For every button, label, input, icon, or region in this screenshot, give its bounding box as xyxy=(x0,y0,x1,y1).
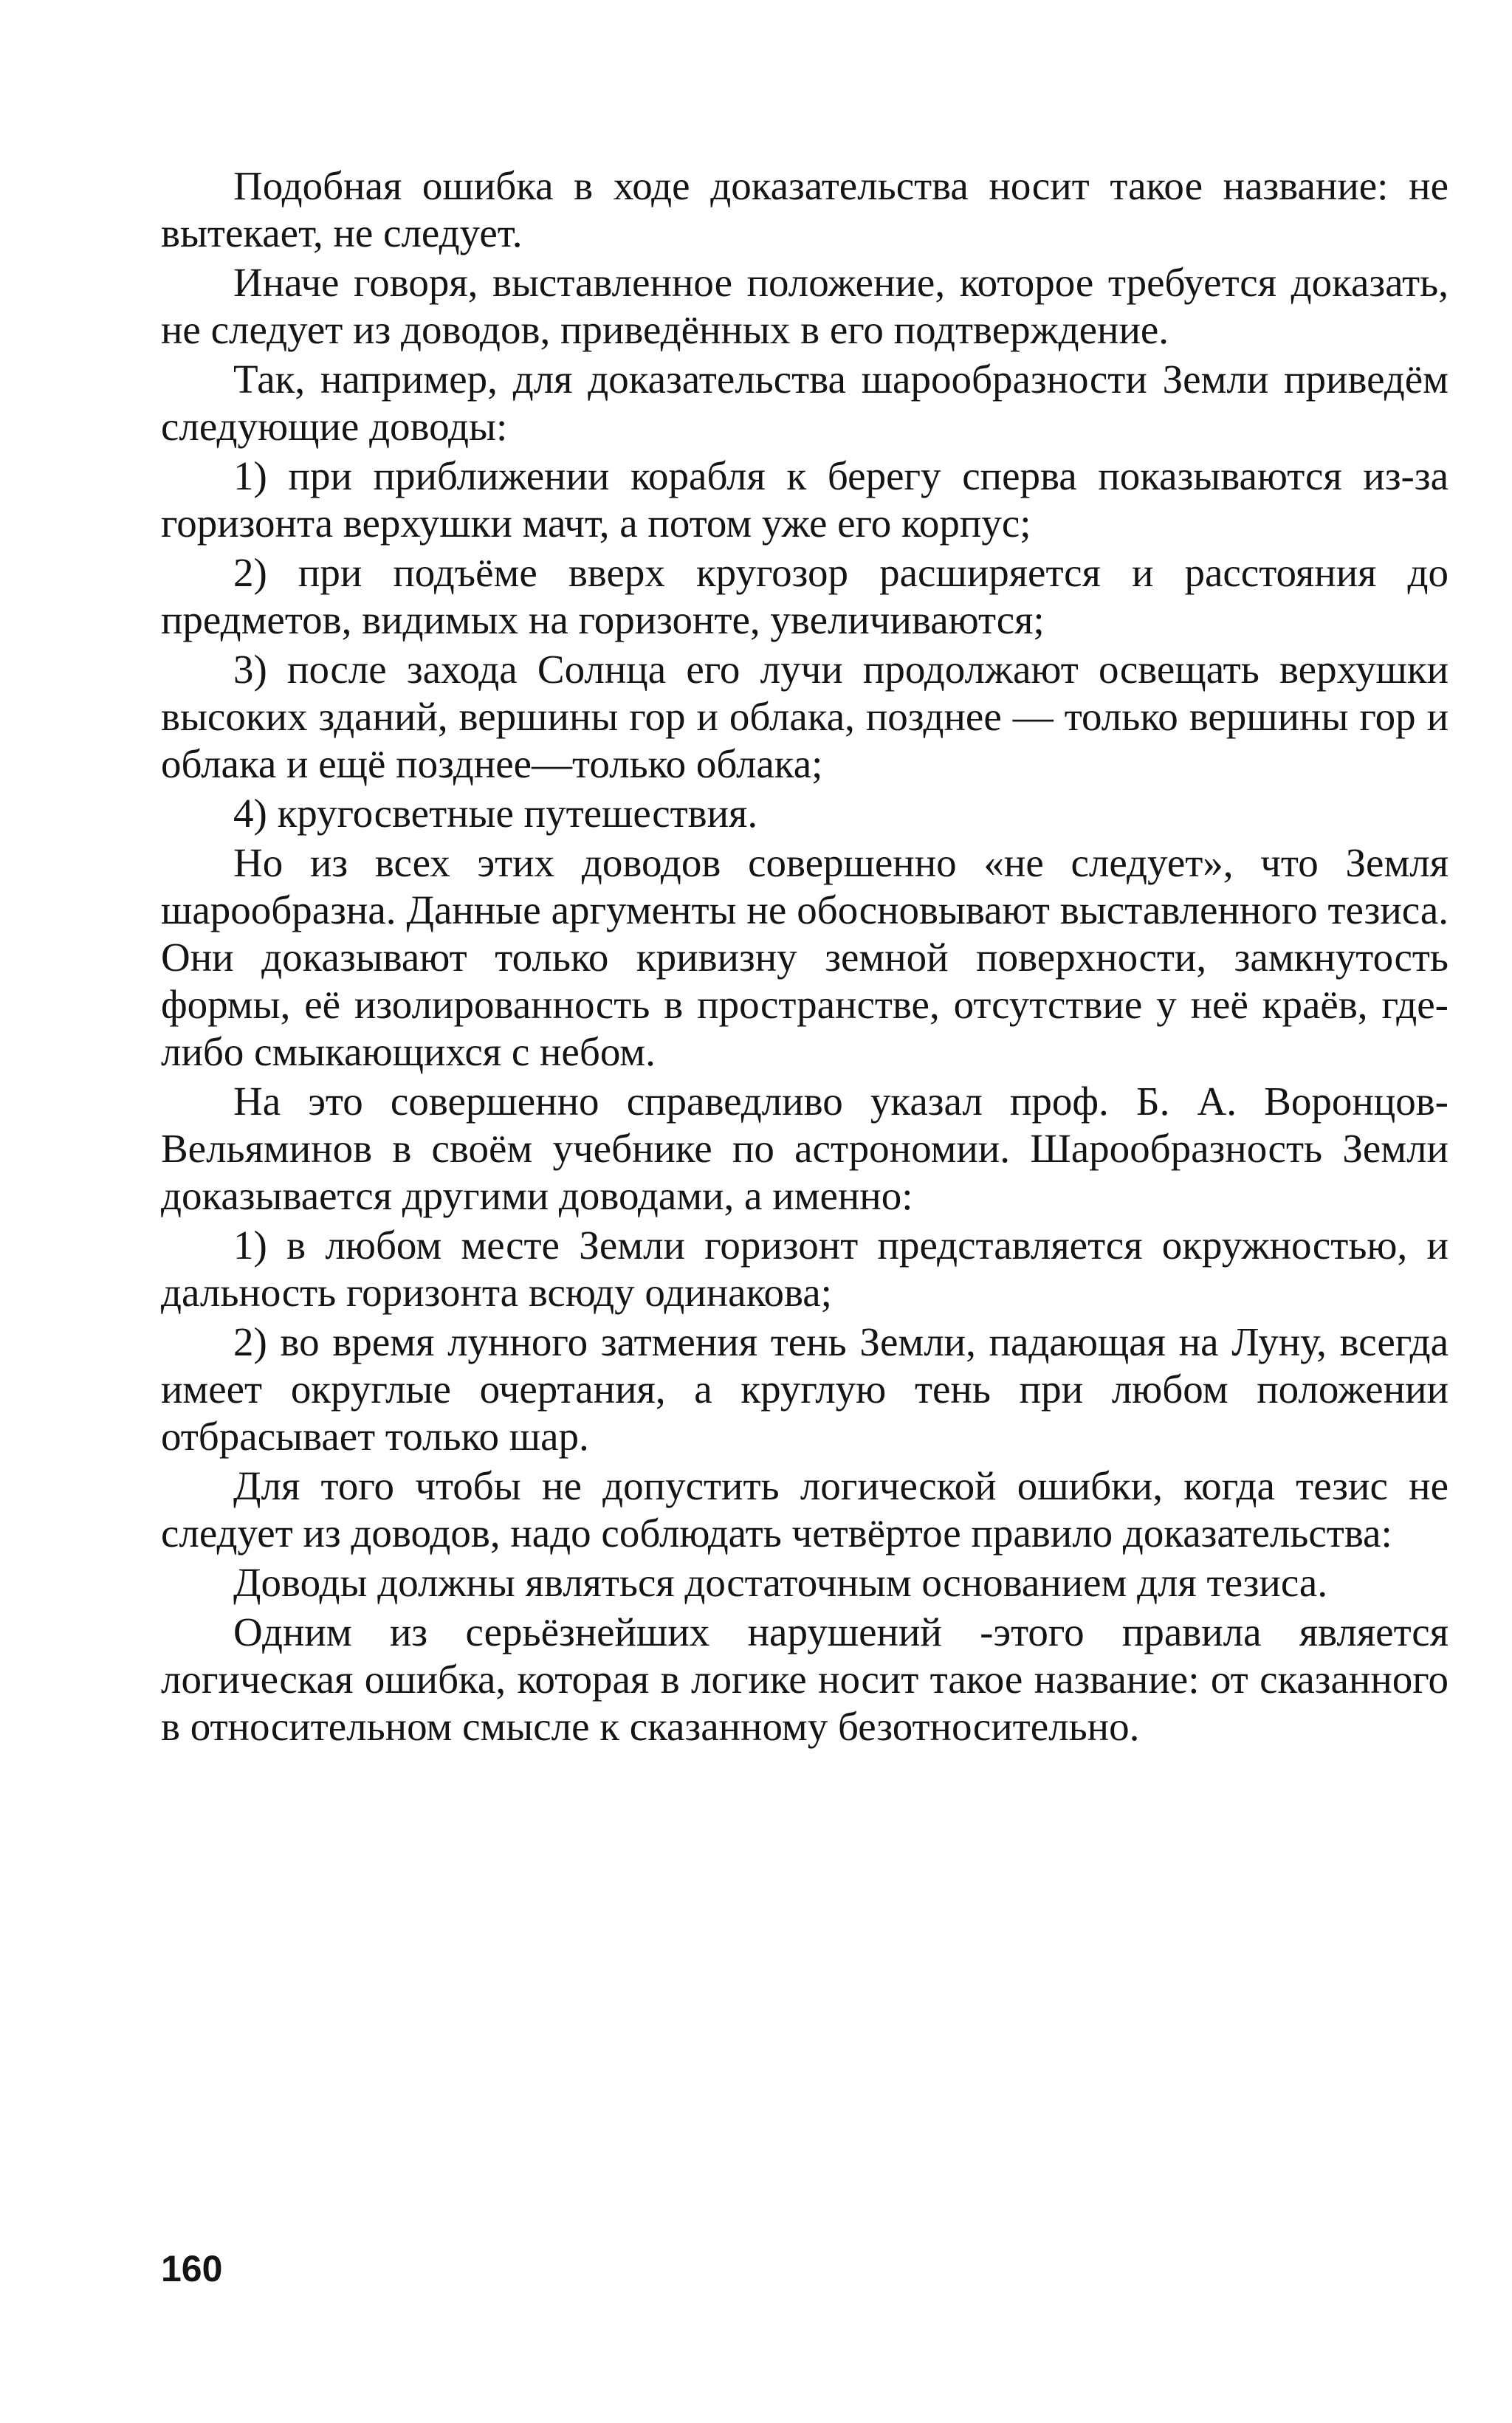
list-item: 2) при подъёме вверх кругозор расширяется и расстояния до предметов, видимых на горизонте, увеличиваются; xyxy=(161,550,1449,642)
paragraph: На это совершенно справедливо указал проф. Б. А. Воронцов-Вельяминов в своём учебнике по астрономии. Шарообразность Земли доказывается другими доводами, а именно: xyxy=(161,1079,1449,1218)
list-item: 1) в любом месте Земли горизонт представляется окружностью, и дальность горизонта всюду одинакова; xyxy=(161,1223,1449,1315)
paragraph: Так, например, для доказательства шарообразности Земли приведём следующие доводы: xyxy=(161,357,1449,449)
page-body xyxy=(161,162,1449,1753)
list-item: 2) во время лунного затмения тень Земли, падающая на Луну, всегда имеет округлые очертания, а круглую тень при любом положении отбрасывает только шар. xyxy=(161,1319,1449,1459)
list-item: 4) кругосветные путешествия. xyxy=(233,791,758,836)
paragraph: Для того чтобы не допустить логической ошибки, когда тезис не следует из доводов, надо соблюдать четвёртое правило доказательства: xyxy=(161,1463,1449,1556)
rule-statement: Доводы должны являться достаточным основанием для тезиса. xyxy=(233,1560,1328,1605)
paragraph: Иначе говоря, выставленное положение, которое требуется доказать, не следует из доводов, приведённых в его подтверждение. xyxy=(161,260,1449,352)
paragraph: Но из всех этих доводов совершенно «не следует», что Земля шарообразна. Данные аргументы не обосновывают выставленного тезиса. Они доказывают только кривизну земной поверхности, замкнутость формы, её изолированность в пространстве, отсутствие у неё краёв, где-либо смыкающихся с небом. xyxy=(161,840,1449,1074)
page-number: 160 xyxy=(161,2248,223,2289)
paragraph: Подобная ошибка в ходе доказательства носит такое название: не вытекает, не следует. xyxy=(161,163,1449,255)
list-item: 3) после захода Солнца его лучи продолжают освещать верхушки высоких зданий, вершины гор и облака, позднее — только вершины гор и облака и ещё позднее—только облака; xyxy=(161,647,1449,786)
paragraph: Одним из серьёзнейших нарушений -этого правила является логическая ошибка, которая в логике носит такое название: от сказанного в относительном смысле к сказанному безотносительно. xyxy=(161,1609,1449,1749)
list-item: 1) при приближении корабля к берегу сперва показываются из-за горизонта верхушки мачт, а потом уже его корпус; xyxy=(161,453,1449,546)
